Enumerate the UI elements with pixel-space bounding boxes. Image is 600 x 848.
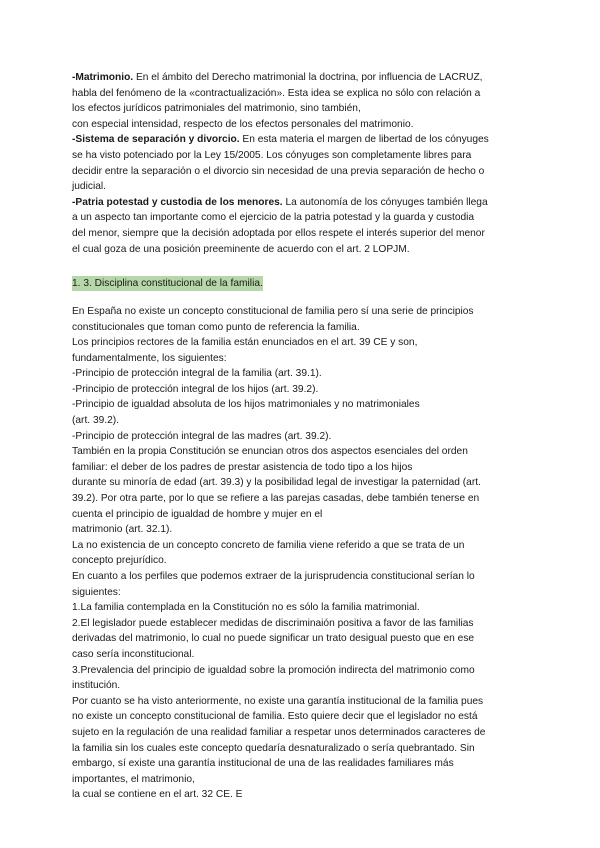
paragraph-line: -Principio de protección integral de la familia (art. 39.1). bbox=[72, 368, 322, 380]
blank-line bbox=[72, 257, 532, 273]
paragraph-line: embargo, sí existe una garantía institucional de una de las realidades familiares más bbox=[72, 758, 454, 770]
paragraph-line: institución. bbox=[72, 680, 121, 692]
paragraph-line bbox=[72, 195, 532, 211]
paragraph-line: derivadas del matrimonio, lo cual no puede significar un trato desigual puesto que en ese bbox=[72, 633, 475, 645]
line-text: En esta materia el margen de libertad de los cónyuges bbox=[239, 134, 489, 146]
line-text: judicial. bbox=[72, 181, 106, 193]
section-heading: 1. 3. Disciplina constitucional de la familia. bbox=[72, 276, 263, 292]
paragraph-line: Los principios rectores de la familia están enunciados en el art. 39 CE y son, bbox=[72, 337, 418, 349]
paragraph-line: cuenta el principio de igualdad de hombre y mujer en el bbox=[72, 508, 323, 520]
paragraph-line: la cual se contiene en el art. 32 CE. E bbox=[72, 789, 243, 801]
bold-term: -Patria potestad y custodia de los menores. bbox=[72, 196, 283, 208]
line-text: En el ámbito del Derecho matrimonial la doctrina, por influencia de LACRUZ, bbox=[133, 72, 483, 83]
paragraph-line: -Principio de igualdad absoluta de los hijos matrimoniales y no matrimoniales bbox=[72, 399, 420, 411]
paragraph-line: (art. 39.2). bbox=[72, 415, 119, 427]
line-text: del menor, siempre que la decisión adoptada por ellos respete el interés superior del menor bbox=[72, 227, 485, 239]
bold-term: -Matrimonio. bbox=[72, 72, 134, 83]
paragraph-line: concepto prejurídico. bbox=[72, 555, 167, 567]
paragraph-line bbox=[72, 164, 532, 180]
line-text: habla del fenómeno de la «contractualización». Esta idea se explica no sólo con relación a bbox=[72, 87, 481, 99]
paragraph-line: familiar: el deber de los padres de prestar asistencia de todo tipo a los hijos bbox=[72, 461, 413, 473]
paragraph-line: -Principio de protección integral de los hijos (art. 39.2). bbox=[72, 383, 319, 395]
paragraph-line bbox=[72, 179, 532, 195]
line-text: el cual goza de una posición preeminente de acuerdo con el art. 2 LOPJM. bbox=[72, 243, 410, 255]
paragraph-line bbox=[72, 117, 532, 133]
paragraph-line: Por cuanto se ha visto anteriormente, no existe una garantía institucional de la familia pues bbox=[72, 695, 484, 707]
paragraph-line: La no existencia de un concepto concreto de familia viene referido a que se trata de un bbox=[72, 539, 465, 551]
paragraph-line bbox=[72, 242, 532, 258]
paragraph-line: importantes, el matrimonio, bbox=[72, 773, 195, 785]
paragraph-line: 2.El legislador puede establecer medidas de discriminaión positiva a favor de las familias bbox=[72, 617, 474, 629]
paragraph-line bbox=[72, 70, 532, 86]
section-heading-row bbox=[72, 273, 532, 289]
line-text: con especial intensidad, respecto de los efectos personales del matrimonio. bbox=[72, 118, 414, 130]
paragraph-line: constitucionales que toman como punto de referencia la familia. bbox=[72, 321, 360, 333]
paragraph-line: sujeto en la regulación de una realidad familiar a respetar unos determinados caracteres de bbox=[72, 726, 486, 738]
paragraph-line: fundamentalmente, los siguientes: bbox=[72, 352, 227, 364]
paragraph-line: la familia sin los cuales este concepto quedaría desnaturalizado o sería quebrantado. Sin bbox=[72, 742, 475, 754]
paragraph-line bbox=[72, 86, 532, 102]
paragraph-line: matrimonio (art. 32.1). bbox=[72, 524, 173, 536]
paragraph-line: 1.La familia contemplada en la Constitución no es sólo la familia matrimonial. bbox=[72, 602, 420, 614]
paragraph-line: no existe un concepto constitucional de familia. Esto quiere decir que el legislador no está bbox=[72, 711, 478, 723]
line-text: a un aspecto tan importante como el ejercicio de la patria potestad y la guarda y custodia bbox=[72, 212, 475, 224]
document-page bbox=[72, 70, 532, 803]
paragraph-line bbox=[72, 101, 532, 117]
paragraph-line bbox=[72, 226, 532, 242]
paragraph-line: siguientes: bbox=[72, 586, 121, 598]
line-text: decidir entre la separación o el divorcio sin necesidad de una previa separación de hecho o bbox=[72, 165, 485, 177]
paragraph-line: 3.Prevalencia del principio de igualdad sobre la promoción indirecta del matrimonio como bbox=[72, 664, 475, 676]
intro-block bbox=[72, 70, 532, 257]
bold-term: -Sistema de separación y divorcio. bbox=[72, 134, 240, 146]
paragraph-line: En cuanto a los perfiles que podemos extraer de la jurisprudencia constitucional serían lo bbox=[72, 571, 475, 582]
paragraph-line bbox=[72, 148, 532, 164]
paragraph-line: En España no existe un concepto constitucional de familia pero sí una serie de principios bbox=[72, 305, 474, 317]
paragraph-line bbox=[72, 132, 532, 148]
body-block bbox=[72, 304, 532, 803]
paragraph-line: 39.2). Por otra parte, por lo que se refiere a las parejas casadas, debe también tenerse en bbox=[72, 493, 480, 505]
paragraph-line: -Principio de protección integral de las madres (art. 39.2). bbox=[72, 430, 332, 442]
paragraph-line: caso sería inconstitucional. bbox=[72, 648, 195, 660]
line-text: se ha visto potenciado por la Ley 15/2005. Los cónyuges son completamente libres para bbox=[72, 149, 472, 161]
line-text: La autonomía de los cónyuges también llega bbox=[282, 196, 488, 208]
line-text: los efectos jurídicos patrimoniales del matrimonio, sino también, bbox=[72, 103, 361, 115]
paragraph-line: También en la propia Constitución se enuncian otros dos aspectos esenciales del orden bbox=[72, 446, 468, 458]
paragraph-line bbox=[72, 210, 532, 226]
paragraph-line: durante su minoría de edad (art. 39.3) y la posibilidad legal de investigar la paternidad (art. bbox=[72, 477, 481, 489]
